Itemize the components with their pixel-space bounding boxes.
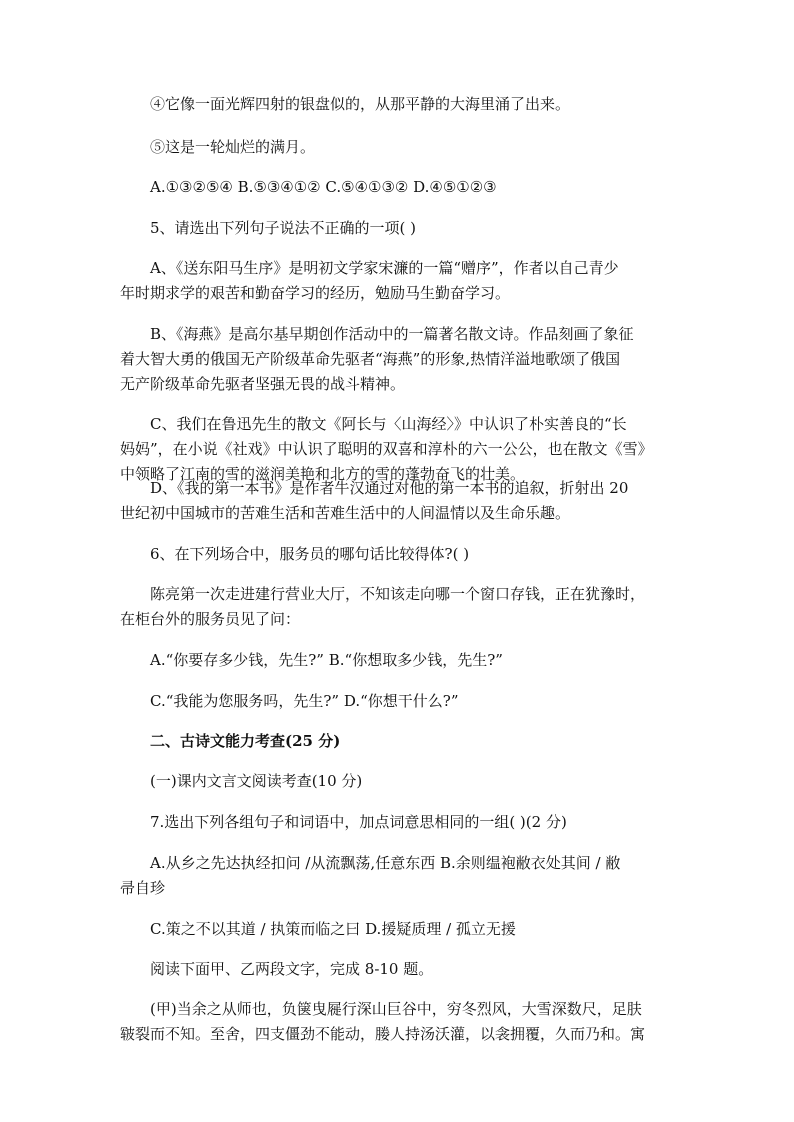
q5-option-a-line-1: A、《送东阳马生序》是明初文学家宋濂的一篇“赠序”，作者以自己青少 bbox=[150, 259, 619, 277]
q6-options-cd: C.“我能为您服务吗，先生?” D.“你想干什么?” bbox=[150, 692, 459, 710]
q4-options: A.①③②⑤④ B.⑤③④①② C.⑤④①③② D.④⑤①②③ bbox=[150, 178, 497, 196]
q6-context-line-1: 陈亮第一次走进建行营业大厅，不知该走向哪一个窗口存钱，正在犹豫时， bbox=[150, 585, 646, 603]
q7-options-ab-line-1: A.从乡之先达执经扣问 /从流飘荡,任意东西 B.余则缊袍敝衣处其间 / 敝 bbox=[150, 854, 621, 872]
q5-option-a-line-2: 年时期求学的艰苦和勤奋学习的经历，勉励马生勤奋学习。 bbox=[120, 284, 511, 302]
q7-options-ab-line-2: 帚自珍 bbox=[120, 879, 166, 897]
q5-stem: 5、请选出下列句子说法不正确的一项( ) bbox=[150, 219, 417, 237]
reading-intro: 阅读下面甲、乙两段文字，完成 8-10 题。 bbox=[150, 960, 434, 978]
q5-option-b-line-3: 无产阶级革命先驱者坚强无畏的战斗精神。 bbox=[120, 375, 406, 393]
q5-option-c-line-3: 中领略了江南的雪的滋润美艳和北方的雪的蓬勃奋飞的壮美。 bbox=[120, 465, 526, 483]
q5-option-c-line-1: C、我们在鲁迅先生的散文《阿长与〈山海经〉》中认识了朴实善良的“长 bbox=[150, 415, 627, 433]
q7-options-cd: C.策之不以其道 / 执策而临之曰 D.援疑质理 / 孤立无援 bbox=[150, 920, 516, 938]
section-heading: 二、古诗文能力考查(25 分) bbox=[150, 732, 341, 750]
passage-jia-line-1: (甲)当余之从师也，负箧曳屣行深山巨谷中，穷冬烈风，大雪深数尺，足肤 bbox=[150, 1000, 642, 1018]
q4-item-4: ④它像一面光辉四射的银盘似的，从那平静的大海里涌了出来。 bbox=[150, 95, 571, 113]
q7-stem: 7.选出下列各组句子和词语中，加点词意思相同的一组( )(2 分) bbox=[150, 813, 567, 831]
q6-stem: 6、在下列场合中，服务员的哪句话比较得体?( ) bbox=[150, 545, 470, 563]
q5-option-b-line-1: B、《海燕》是高尔基早期创作活动中的一篇著名散文诗。作品刻画了象征 bbox=[150, 325, 634, 343]
q5-option-b-line-2: 着大智大勇的俄国无产阶级革命先驱者“海燕”的形象,热情洋溢地歌颂了俄国 bbox=[120, 350, 621, 368]
passage-jia-line-2: 皲裂而不知。至舍，四支僵劲不能动，媵人持汤沃灌，以衾拥覆，久而乃和。寓 bbox=[120, 1025, 646, 1043]
q5-option-d-line-2: 世纪初中国城市的苦难生活和苦难生活中的人间温情以及生命乐趣。 bbox=[120, 504, 571, 522]
subsection-heading: (一)课内文言文阅读考查(10 分) bbox=[150, 772, 363, 790]
q5-option-d-line-1: D、《我的第一本书》是作者牛汉通过对他的第一本书的追叙，折射出 20 bbox=[150, 479, 629, 497]
q5-option-c-line-2: 妈妈”，在小说《社戏》中认识了聪明的双喜和淳朴的六一公公，也在散文《雪》 bbox=[120, 440, 653, 458]
q6-options-ab: A.“你要存多少钱，先生?” B.“你想取多少钱，先生?” bbox=[150, 651, 503, 669]
q6-context-line-2: 在柜台外的服务员见了问： bbox=[120, 610, 301, 628]
q4-item-5: ⑤这是一轮灿烂的满月。 bbox=[150, 138, 316, 156]
